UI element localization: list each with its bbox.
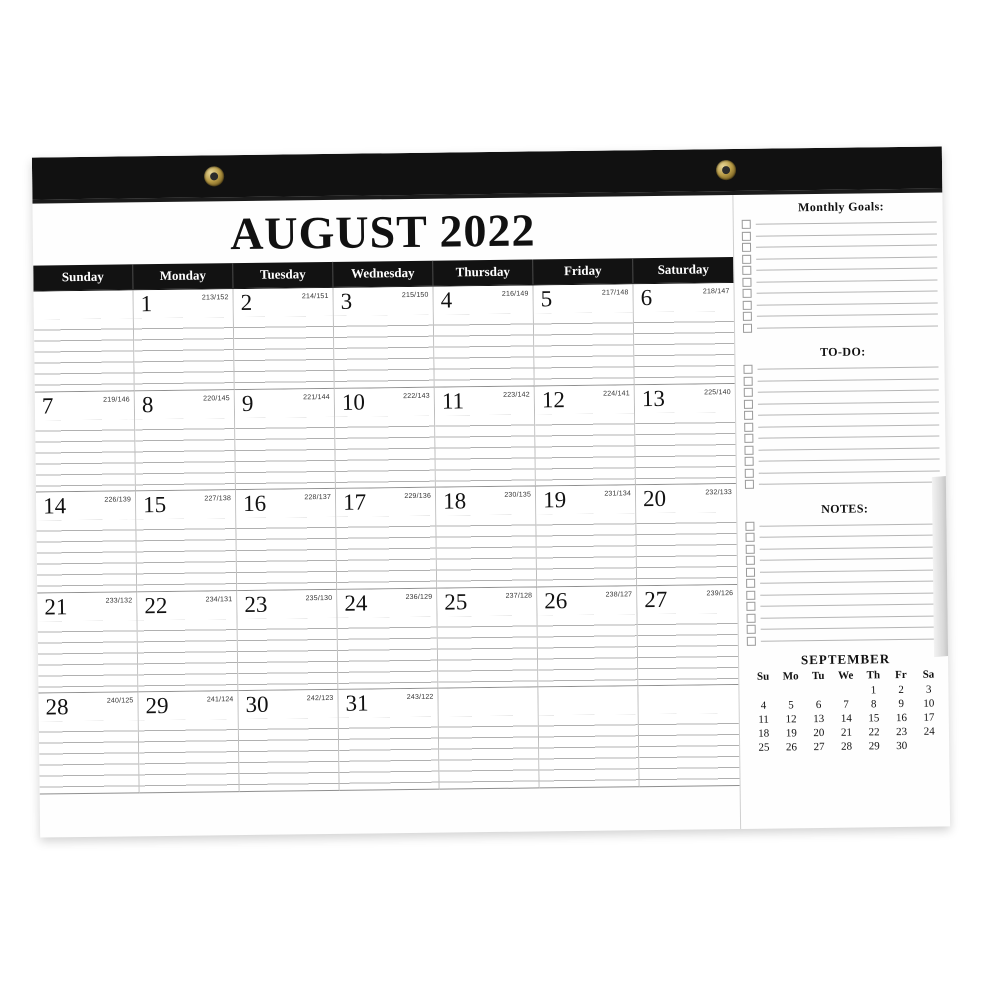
checkbox-icon[interactable] bbox=[742, 232, 751, 241]
mini-day: 19 bbox=[785, 727, 797, 740]
mini-day: 10 bbox=[923, 697, 935, 710]
checkbox-icon[interactable] bbox=[744, 423, 753, 432]
checkbox-icon[interactable] bbox=[746, 602, 755, 611]
mini-day: 24 bbox=[923, 725, 935, 738]
checkbox-icon[interactable] bbox=[745, 522, 754, 531]
mini-day: 17 bbox=[923, 711, 935, 724]
day-cell: 10 222/143 bbox=[335, 387, 436, 489]
day-cell: 6 218/147 bbox=[633, 283, 734, 385]
checkbox-icon[interactable] bbox=[743, 324, 752, 333]
checkbox-icon[interactable] bbox=[744, 446, 753, 455]
mini-day: 8 bbox=[870, 698, 877, 711]
monthly-goals-heading: Monthly Goals: bbox=[797, 199, 885, 215]
day-cell: 24 236/129 bbox=[337, 588, 438, 690]
mini-day: 20 bbox=[813, 726, 825, 740]
checkbox-icon[interactable] bbox=[745, 457, 754, 466]
weekday-thursday: Thursday bbox=[433, 259, 533, 285]
mini-dow: Tu bbox=[811, 669, 825, 683]
mini-day bbox=[749, 686, 777, 698]
day-cell bbox=[638, 685, 739, 787]
mini-day: 9 bbox=[898, 697, 905, 711]
mini-day: 14 bbox=[840, 712, 852, 725]
month-title: AUGUST 2022 bbox=[229, 204, 536, 260]
day-cell: 17 229/136 bbox=[336, 488, 437, 590]
checkbox-icon[interactable] bbox=[745, 480, 754, 489]
mini-day: 15 bbox=[868, 712, 880, 725]
mini-day: 18 bbox=[758, 727, 770, 740]
notes-heading: NOTES: bbox=[821, 500, 869, 516]
checkbox-icon[interactable] bbox=[746, 556, 755, 565]
checkbox-icon[interactable] bbox=[743, 312, 752, 321]
checkbox-icon[interactable] bbox=[744, 377, 753, 386]
checkbox-icon[interactable] bbox=[744, 434, 753, 443]
mini-day: 27 bbox=[813, 740, 825, 754]
day-cell: 22 234/131 bbox=[137, 591, 238, 693]
day-cell: 27 239/126 bbox=[637, 585, 738, 687]
day-cell: 12 224/141 bbox=[535, 385, 636, 487]
checkbox-icon[interactable] bbox=[744, 388, 753, 397]
mini-day: 1 bbox=[870, 684, 877, 697]
day-cell: 11 223/142 bbox=[435, 386, 536, 488]
checkbox-icon[interactable] bbox=[747, 625, 756, 634]
calendar-sheet bbox=[32, 146, 950, 837]
mini-day: 26 bbox=[785, 741, 798, 754]
mini-day: 11 bbox=[758, 713, 769, 726]
mini-dow: Su bbox=[756, 670, 770, 683]
checkbox-icon[interactable] bbox=[743, 365, 752, 374]
day-cell: 26 238/127 bbox=[537, 586, 638, 688]
day-cell: 29 241/124 bbox=[138, 691, 239, 793]
mini-day: 16 bbox=[895, 711, 907, 725]
grommet-left-icon bbox=[204, 166, 224, 186]
mini-dow: Fr bbox=[895, 668, 907, 682]
checkbox-icon[interactable] bbox=[746, 545, 755, 554]
mini-month-title: SEPTEMBER bbox=[800, 651, 891, 668]
day-cell: 25 237/128 bbox=[437, 587, 538, 689]
weekday-tuesday: Tuesday bbox=[233, 262, 333, 288]
checkbox-icon[interactable] bbox=[746, 579, 755, 588]
mini-day: 23 bbox=[896, 725, 908, 739]
day-cell: 19 231/134 bbox=[536, 485, 637, 587]
notes-checklist bbox=[743, 518, 948, 647]
checkbox-icon[interactable] bbox=[743, 301, 752, 310]
mini-day: 5 bbox=[788, 699, 794, 712]
day-cell: 3 215/150 bbox=[333, 287, 434, 389]
day-cell: 21 233/132 bbox=[37, 592, 138, 694]
day-cell: 31 243/122 bbox=[338, 689, 439, 791]
mini-day: 7 bbox=[843, 698, 849, 711]
day-cell: 15 227/138 bbox=[136, 490, 237, 592]
mini-dow: Th bbox=[866, 669, 881, 682]
day-cell bbox=[538, 687, 639, 789]
calendar-main-column bbox=[32, 195, 740, 838]
monthly-goals-checklist bbox=[740, 216, 944, 333]
checklist-line[interactable] bbox=[747, 633, 942, 647]
checkbox-icon[interactable] bbox=[744, 411, 753, 420]
weekday-wednesday: Wednesday bbox=[333, 261, 433, 287]
day-cell: 16 228/137 bbox=[236, 489, 337, 591]
day-cell: 2 214/151 bbox=[234, 288, 335, 390]
mini-day: 30 bbox=[896, 739, 908, 753]
mini-day: 2 bbox=[898, 683, 904, 697]
mini-day: 21 bbox=[840, 726, 853, 739]
mini-dow: Mo bbox=[782, 670, 799, 683]
checkbox-icon[interactable] bbox=[742, 266, 751, 275]
checkbox-icon[interactable] bbox=[742, 243, 751, 252]
date-grid bbox=[34, 282, 740, 795]
day-cell: 9 221/144 bbox=[235, 388, 336, 490]
day-cell: 5 217/148 bbox=[533, 284, 634, 386]
checkbox-icon[interactable] bbox=[742, 220, 751, 229]
day-cell: 23 235/130 bbox=[237, 590, 338, 692]
mini-day: 22 bbox=[868, 726, 880, 739]
mini-month-september bbox=[745, 650, 949, 753]
mini-day bbox=[777, 685, 805, 697]
checkbox-icon[interactable] bbox=[746, 568, 755, 577]
day-cell: 8 220/145 bbox=[135, 390, 236, 492]
mini-day: 6 bbox=[815, 698, 822, 712]
mini-month-grid bbox=[749, 669, 943, 754]
mini-dow: Sa bbox=[922, 668, 935, 681]
checkbox-icon[interactable] bbox=[743, 289, 752, 298]
day-cell: 1 213/152 bbox=[134, 289, 235, 391]
day-cell bbox=[34, 290, 135, 392]
mini-day bbox=[805, 685, 833, 697]
day-cell: 4 216/149 bbox=[433, 285, 534, 387]
mini-day: 3 bbox=[925, 683, 932, 696]
checkbox-icon[interactable] bbox=[744, 400, 753, 409]
grommet-right-icon bbox=[716, 160, 736, 180]
checkbox-icon[interactable] bbox=[746, 591, 755, 600]
day-cell: 18 230/135 bbox=[436, 487, 537, 589]
day-cell: 20 232/133 bbox=[636, 484, 737, 586]
checkbox-icon[interactable] bbox=[747, 614, 756, 623]
weekday-monday: Monday bbox=[133, 263, 233, 289]
day-cell: 13 225/140 bbox=[635, 384, 736, 486]
mini-dow: We bbox=[838, 669, 854, 682]
day-cell: 7 219/146 bbox=[35, 391, 136, 493]
day-cell: 28 240/125 bbox=[38, 693, 139, 795]
checkbox-icon[interactable] bbox=[746, 533, 755, 542]
weekday-friday: Friday bbox=[533, 258, 633, 284]
mini-day: 4 bbox=[760, 699, 767, 712]
calendar-side-panel bbox=[732, 192, 950, 829]
checkbox-icon[interactable] bbox=[742, 278, 751, 287]
weekday-sunday: Sunday bbox=[33, 264, 133, 290]
mini-day bbox=[915, 739, 943, 751]
mini-day: 25 bbox=[758, 741, 770, 754]
day-cell bbox=[438, 688, 539, 790]
mini-day: 13 bbox=[813, 712, 825, 726]
day-cell: 30 242/123 bbox=[238, 690, 339, 792]
checkbox-icon[interactable] bbox=[747, 637, 756, 646]
mini-day: 28 bbox=[841, 740, 853, 753]
weekday-saturday: Saturday bbox=[657, 261, 710, 277]
mini-day bbox=[832, 685, 860, 697]
todo-checklist bbox=[741, 361, 946, 490]
todo-heading: TO-DO: bbox=[819, 344, 866, 359]
checkbox-icon[interactable] bbox=[745, 469, 754, 478]
mini-day: 29 bbox=[868, 740, 880, 753]
mini-day: 12 bbox=[785, 713, 797, 726]
checkbox-icon[interactable] bbox=[742, 255, 751, 264]
day-cell: 14 226/139 bbox=[36, 492, 137, 594]
